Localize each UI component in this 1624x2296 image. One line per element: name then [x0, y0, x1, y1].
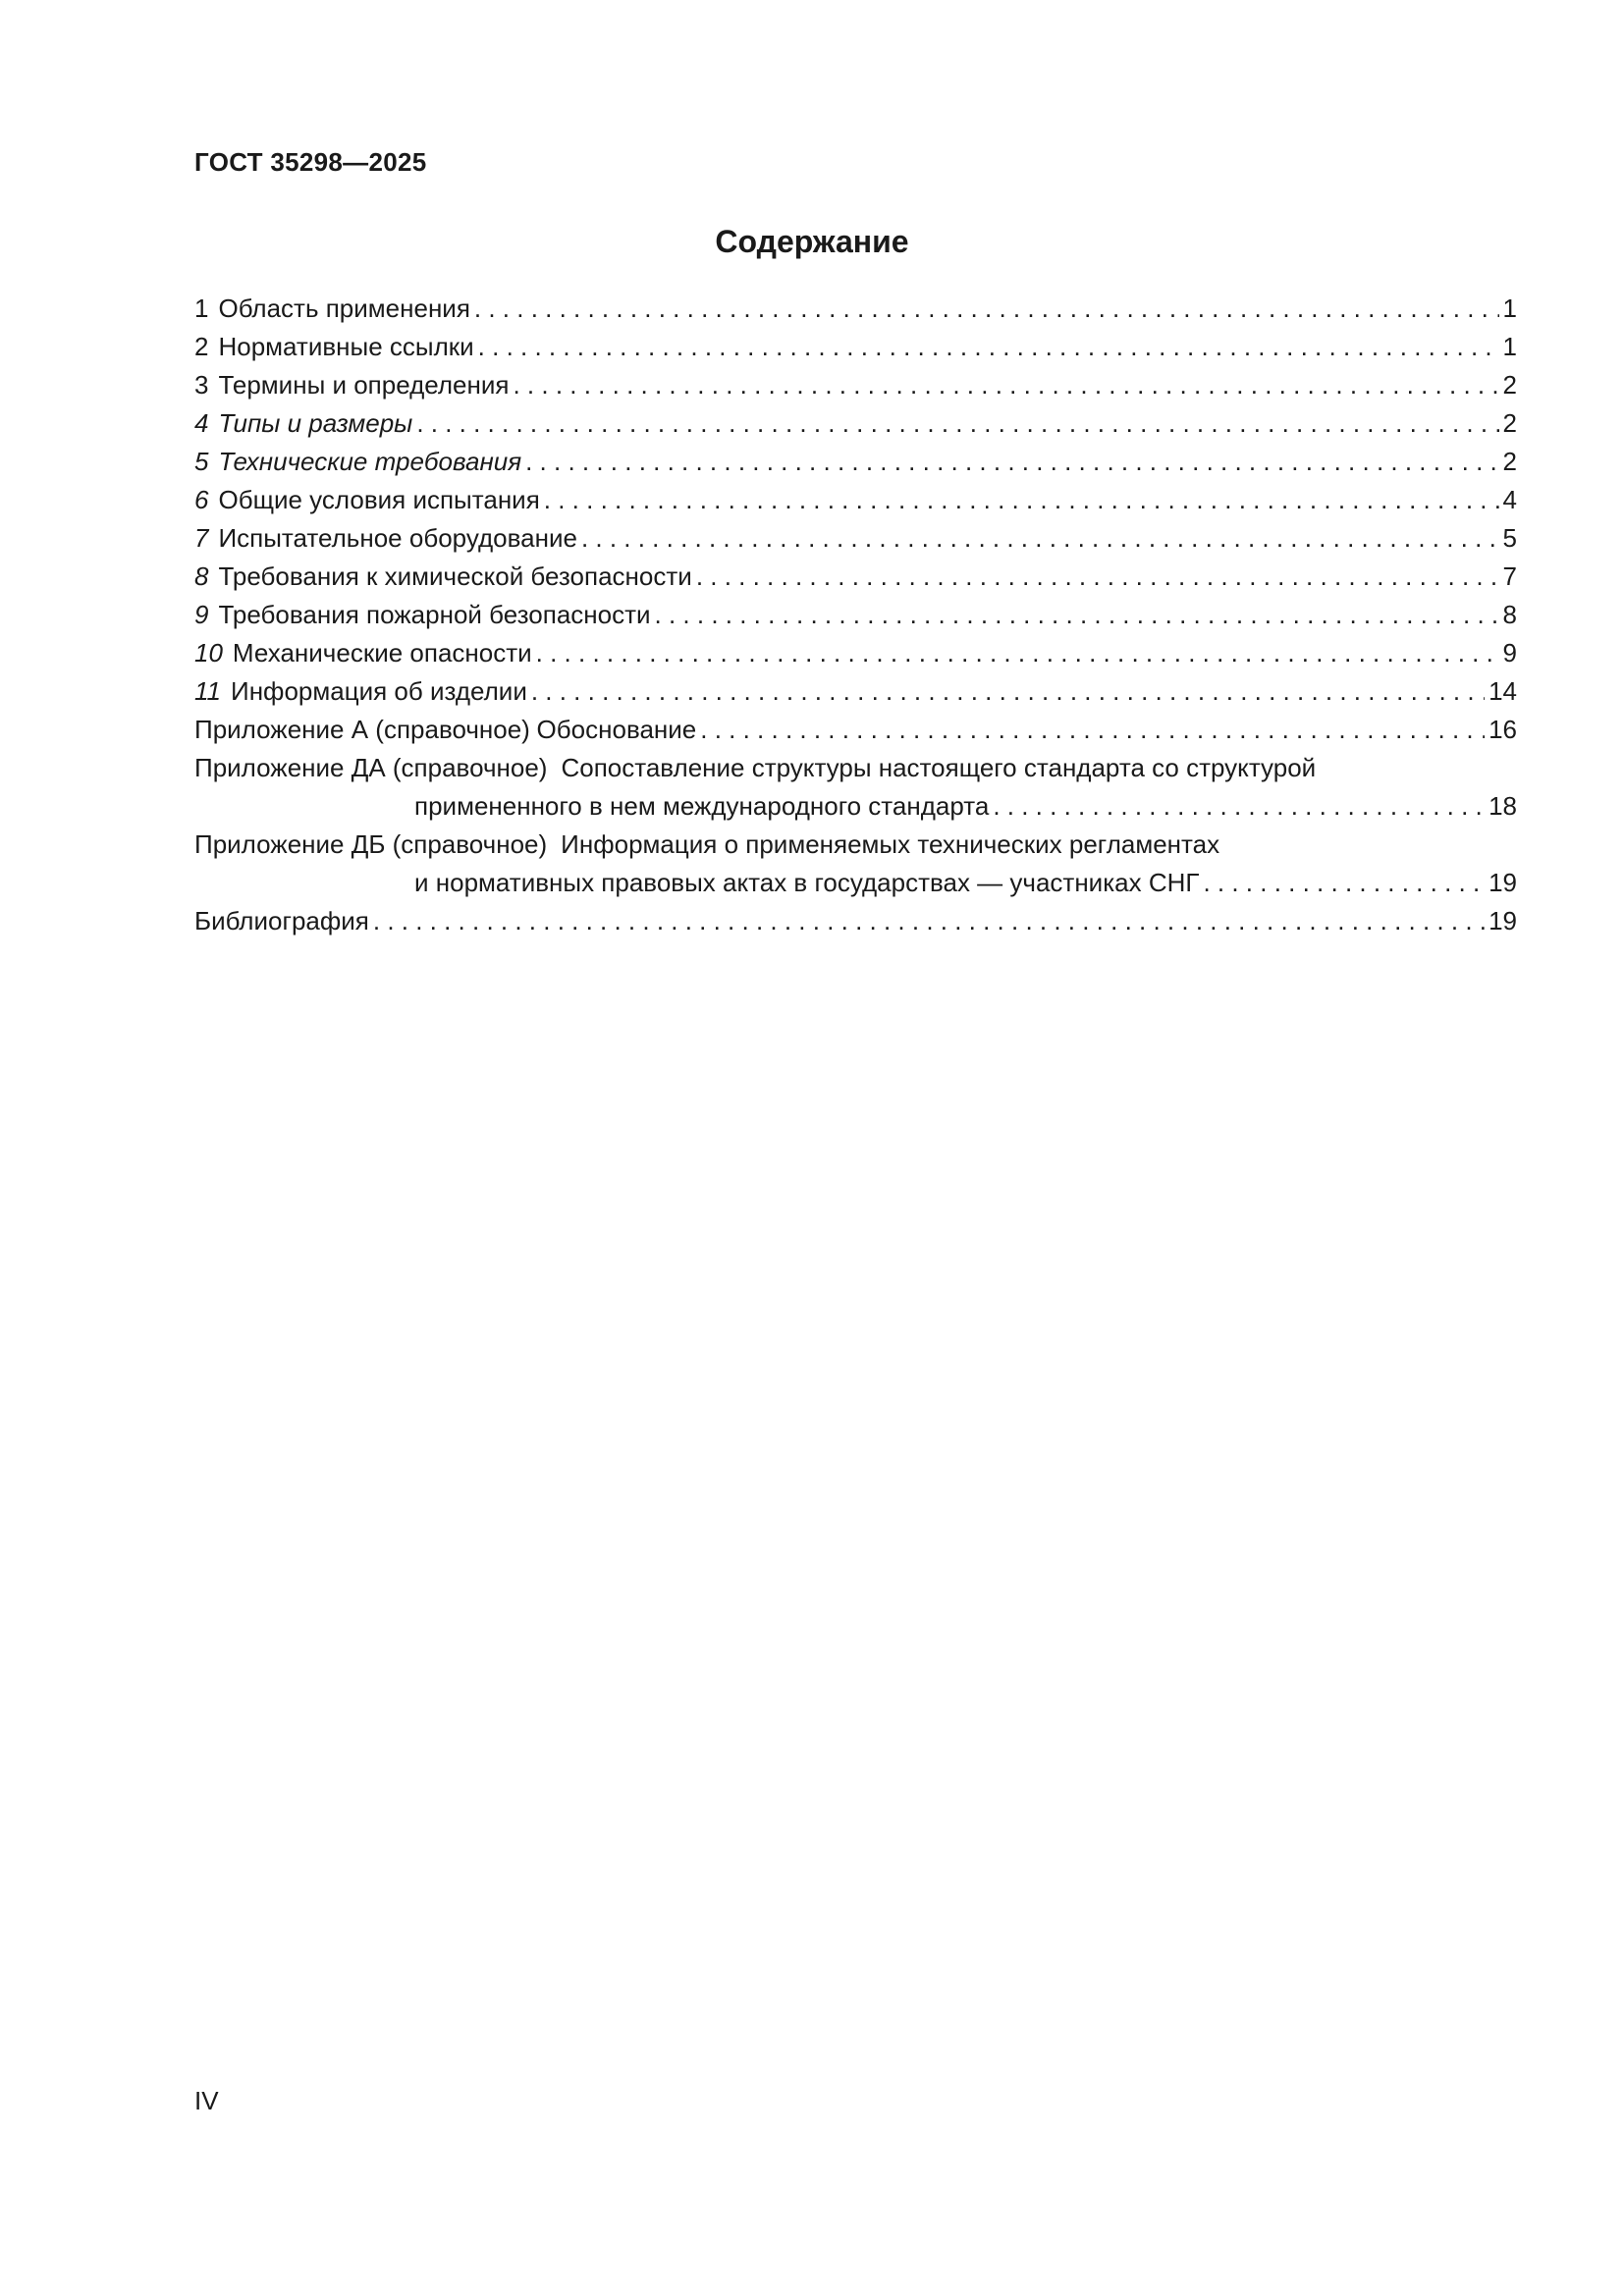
toc-dot-leader	[581, 519, 1499, 558]
toc-dot-leader	[655, 596, 1499, 634]
toc-page-number: 14	[1489, 676, 1517, 706]
toc-entry-number: 2	[194, 332, 209, 361]
toc-page-number: 5	[1502, 523, 1517, 553]
toc-page-number: 8	[1502, 600, 1517, 629]
toc-appendix-title-line2: и нормативных правовых актах в государствах — участниках СНГ	[414, 868, 1200, 897]
toc-entry-number: 3	[194, 370, 209, 400]
table-of-contents	[194, 290, 1517, 940]
toc-dot-leader	[700, 711, 1485, 749]
toc-entry[interactable]	[194, 366, 1517, 404]
document-header: ГОСТ 35298—2025	[194, 147, 427, 177]
toc-appendix-da[interactable]	[194, 749, 1517, 826]
toc-entry-title: Нормативные ссылки	[218, 332, 474, 361]
toc-appendix-label: Приложение А (справочное)	[194, 715, 530, 744]
toc-page-number: 19	[1489, 868, 1517, 897]
toc-entry[interactable]	[194, 519, 1517, 558]
toc-entry[interactable]	[194, 672, 1517, 711]
toc-dot-leader	[513, 366, 1498, 404]
toc-page-number: 1	[1502, 294, 1517, 323]
toc-dot-leader	[373, 902, 1485, 940]
toc-entry-title: Типы и размеры	[218, 408, 413, 438]
toc-page-number: 1	[1502, 332, 1517, 361]
toc-entry[interactable]	[194, 596, 1517, 634]
toc-entry-number: 9	[194, 600, 209, 629]
toc-appendix-title-line1: Информация о применяемых технических регламентах	[561, 829, 1220, 859]
toc-entry-number: 4	[194, 408, 209, 438]
toc-entry[interactable]	[194, 634, 1517, 672]
toc-page-number: 2	[1502, 408, 1517, 438]
toc-dot-leader	[525, 443, 1498, 481]
toc-appendix-title-line1: Сопоставление структуры настоящего стандарта со структурой	[561, 753, 1317, 782]
toc-section-list	[194, 290, 1517, 711]
toc-page-number: 19	[1489, 906, 1517, 935]
toc-page-number: 18	[1489, 791, 1517, 821]
toc-entry-title: Технические требования	[218, 447, 522, 476]
toc-dot-leader	[536, 634, 1499, 672]
toc-page-number: 16	[1489, 715, 1517, 744]
toc-page-number: 9	[1502, 638, 1517, 667]
toc-dot-leader	[474, 290, 1499, 328]
toc-entry-title: Требования к химической безопасности	[218, 561, 692, 591]
toc-bibliography-label: Библиография	[194, 906, 369, 935]
toc-entry-number: 5	[194, 447, 209, 476]
page-number: IV	[194, 2086, 219, 2115]
toc-appendix-label: Приложение ДБ (справочное)	[194, 829, 548, 859]
toc-entry-number: 7	[194, 523, 209, 553]
toc-entry-number: 8	[194, 561, 209, 591]
toc-entry[interactable]	[194, 290, 1517, 328]
toc-entry[interactable]	[194, 443, 1517, 481]
toc-dot-leader	[478, 328, 1499, 366]
toc-entry-title: Информация об изделии	[231, 676, 527, 706]
toc-appendix-db[interactable]	[194, 826, 1517, 902]
toc-entry-title: Механические опасности	[232, 638, 532, 667]
toc-page-number: 2	[1502, 370, 1517, 400]
toc-entry-title: Требования пожарной безопасности	[218, 600, 651, 629]
toc-entry-title: Общие условия испытания	[218, 485, 540, 514]
toc-page-number: 7	[1502, 561, 1517, 591]
toc-entry-number: 10	[194, 638, 223, 667]
toc-entry-number: 11	[194, 676, 221, 706]
toc-appendix-title-line2: примененного в нем международного стандарта	[414, 791, 990, 821]
toc-entry-title: Область применения	[218, 294, 470, 323]
toc-dot-leader	[531, 672, 1485, 711]
toc-entry-title: Испытательное оборудование	[218, 523, 577, 553]
toc-dot-leader	[1203, 864, 1485, 902]
toc-page-number: 2	[1502, 447, 1517, 476]
toc-entry[interactable]	[194, 328, 1517, 366]
toc-appendix-label: Приложение ДА (справочное)	[194, 753, 548, 782]
toc-page-number: 4	[1502, 485, 1517, 514]
toc-dot-leader	[696, 558, 1499, 596]
toc-appendix-title: Обоснование	[536, 715, 697, 744]
toc-entry[interactable]	[194, 404, 1517, 443]
toc-entry[interactable]	[194, 481, 1517, 519]
toc-entry-number: 6	[194, 485, 209, 514]
toc-appendix-a[interactable]	[194, 711, 1517, 749]
toc-entry[interactable]	[194, 558, 1517, 596]
toc-entry-title: Термины и определения	[218, 370, 510, 400]
toc-dot-leader	[416, 404, 1498, 443]
page-title: Содержание	[715, 224, 909, 259]
toc-bibliography[interactable]	[194, 902, 1517, 940]
toc-dot-leader	[544, 481, 1499, 519]
toc-dot-leader	[993, 787, 1485, 826]
toc-entry-number: 1	[194, 294, 209, 323]
